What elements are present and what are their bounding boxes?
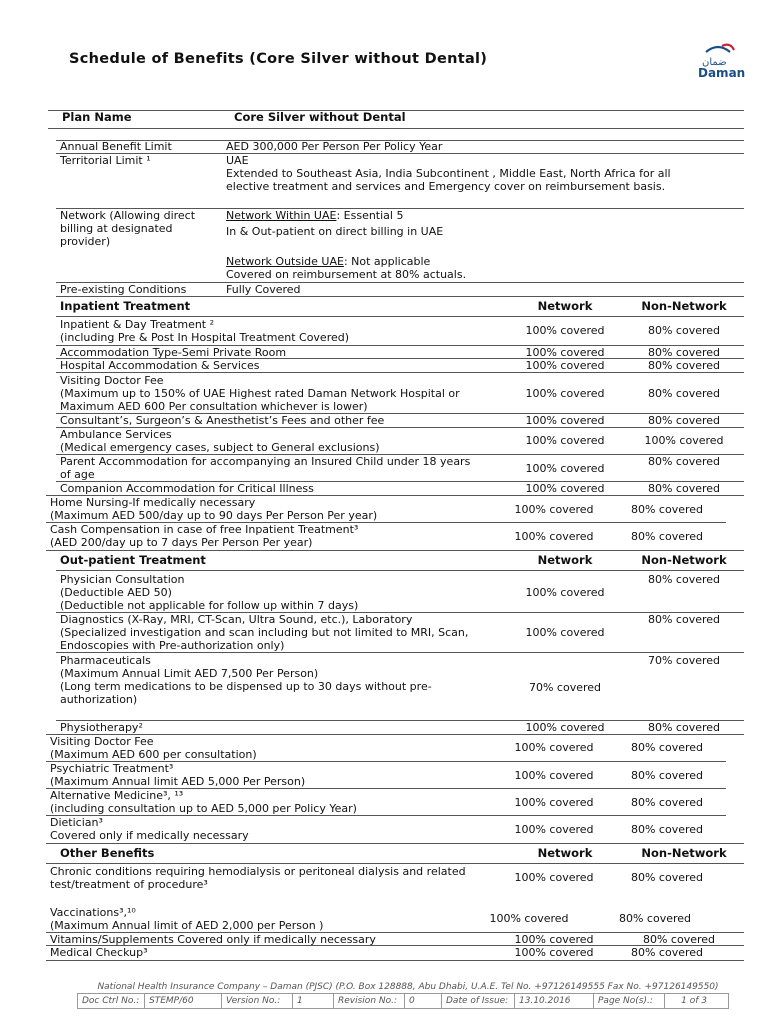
document-control-table — [77, 993, 729, 1009]
other-row-non-network: 80% covered — [630, 946, 704, 959]
other-row-label: Vaccinations³,¹⁰ (Maximum Annual limit of AED 2,000 per Person ) — [50, 906, 324, 932]
outpatient-row-non-network: 80% covered — [630, 796, 704, 809]
outpatient-row-network: 100% covered — [525, 586, 605, 599]
other-row-network: 100% covered — [514, 946, 594, 959]
network-within-label: Network Within UAE — [226, 209, 337, 222]
network-outside — [226, 255, 430, 268]
version-label: Version No.: — [222, 994, 293, 1008]
inpatient-row-non-network: 80% covered — [647, 346, 721, 359]
outpatient-row-network: 100% covered — [525, 626, 605, 639]
other-row-non-network: 80% covered — [642, 933, 716, 946]
doc-ctrl-value: STEMP/60 — [145, 994, 222, 1008]
pre-existing-label: Pre-existing Conditions — [60, 283, 187, 296]
inpatient-row-network: 100% covered — [525, 482, 605, 495]
other-row-non-network: 80% covered — [618, 912, 692, 925]
inpatient-row-network: 100% covered — [525, 387, 605, 400]
outpatient-row-label: Diagnostics (X-Ray, MRI, CT-Scan, Ultra Sound, etc.), Laboratory (Specialized investigation and scan including but not limited to MRI, Scan, Endoscopies with Pre-authorization only) — [60, 613, 469, 652]
network-outside-detail: Covered on reimbursement at 80% actuals. — [226, 268, 467, 281]
inpatient-row-label: Visiting Doctor Fee (Maximum up to 150% of UAE Highest rated Daman Network Hospital or Maximum AED 600 Per consultation whichever is lower) — [60, 374, 460, 413]
inpatient-row-non-network: 100% covered — [644, 434, 724, 447]
page-title: Schedule of Benefits (Core Silver without Dental) — [69, 51, 488, 67]
outpatient-row-label: Psychiatric Treatment³ (Maximum Annual limit AED 5,000 Per Person) — [50, 762, 306, 788]
page-no-label: Page No(s).: — [594, 994, 665, 1008]
inpatient-row-network: 100% covered — [525, 359, 605, 372]
inpatient-row-network: 100% covered — [514, 503, 594, 516]
inpatient-network-header: Network — [537, 299, 593, 313]
outpatient-row-non-network: 80% covered — [647, 721, 721, 734]
outpatient-row-network: 100% covered — [525, 721, 605, 734]
outpatient-row-non-network: 80% covered — [630, 823, 704, 836]
page-no-value: 1 of 3 — [681, 996, 707, 1006]
inpatient-row-label: Companion Accommodation for Critical Illness — [60, 482, 314, 495]
inpatient-row-non-network: 80% covered — [647, 324, 721, 337]
logo-arabic: ضمان — [702, 57, 727, 68]
outpatient-row-non-network: 70% covered — [647, 654, 721, 667]
inpatient-heading: Inpatient Treatment — [60, 299, 191, 313]
plan-name-value: Core Silver without Dental — [234, 110, 406, 124]
network-within-detail: In & Out-patient on direct billing in UAE — [226, 225, 444, 238]
territorial-limit-value: UAE Extended to Southeast Asia, India Subcontinent , Middle East, North Africa for all elective treatment and services and Emergency cover on reimbursement basis. — [226, 154, 671, 193]
revision-label: Revision No.: — [334, 994, 405, 1008]
inpatient-row-label: Parent Accommodation for accompanying an Insured Child under 18 years of age — [60, 455, 471, 481]
network-label: Network (Allowing direct billing at designated provider) — [60, 209, 196, 248]
version-value: 1 — [293, 994, 334, 1008]
plan-name-label: Plan Name — [62, 110, 132, 124]
inpatient-row-label: Ambulance Services (Medical emergency cases, subject to General exclusions) — [60, 428, 380, 454]
inpatient-row-network: 100% covered — [525, 462, 605, 475]
inpatient-row-non-network: 80% covered — [647, 455, 721, 468]
territorial-limit-label: Territorial Limit ¹ — [60, 154, 151, 167]
outpatient-row-label: Physiotherapy² — [60, 721, 143, 734]
issue-date-label: Date of Issue: — [442, 994, 515, 1008]
revision-value: 0 — [405, 994, 442, 1008]
issue-date-value: 13.10.2016 — [515, 994, 594, 1008]
network-outside-value: : Not applicable — [343, 255, 431, 268]
outpatient-row-label: Dietician³ Covered only if medically necessary — [50, 816, 249, 842]
inpatient-row-network: 100% covered — [525, 434, 605, 447]
outpatient-row-network: 100% covered — [514, 823, 594, 836]
outpatient-row-non-network: 80% covered — [647, 573, 721, 586]
inpatient-row-network: 100% covered — [514, 530, 594, 543]
inpatient-row-non-network: 80% covered — [630, 530, 704, 543]
outpatient-row-network: 70% covered — [528, 681, 602, 694]
annual-limit-value: AED 300,000 Per Person Per Policy Year — [226, 140, 443, 153]
inpatient-row-label: Cash Compensation in case of free Inpatient Treatment³ (AED 200/day up to 7 days Per Person Per year) — [50, 523, 359, 549]
inpatient-row-label: Home Nursing-If medically necessary (Maximum AED 500/day up to 90 days Per Person Per year) — [50, 496, 378, 522]
network-within — [226, 209, 403, 222]
outpatient-non-network-header: Non-Network — [641, 553, 727, 567]
outpatient-row-network: 100% covered — [514, 796, 594, 809]
outpatient-heading: Out-patient Treatment — [60, 553, 206, 567]
other-non-network-header: Non-Network — [641, 846, 727, 860]
logo-text: Daman — [698, 66, 746, 80]
outpatient-row-label: Visiting Doctor Fee (Maximum AED 600 per consultation) — [50, 735, 257, 761]
other-row-network: 100% covered — [489, 912, 569, 925]
other-row-label: Chronic conditions requiring hemodialysis or peritoneal dialysis and related test/treatment of procedure³ — [50, 865, 466, 891]
inpatient-row-label: Accommodation Type-Semi Private Room — [60, 346, 287, 359]
inpatient-row-non-network: 80% covered — [647, 387, 721, 400]
inpatient-row-non-network: 80% covered — [647, 414, 721, 427]
inpatient-row-label: Hospital Accommodation & Services — [60, 359, 260, 372]
annual-limit-label: Annual Benefit Limit — [60, 140, 172, 153]
inpatient-row-label: Inpatient & Day Treatment ² (including Pre & Post In Hospital Treatment Covered) — [60, 318, 350, 344]
other-row-network: 100% covered — [514, 871, 594, 884]
outpatient-row-non-network: 80% covered — [647, 613, 721, 626]
inpatient-row-label: Consultant’s, Surgeon’s & Anesthetist’s Fees and other fee — [60, 414, 385, 427]
inpatient-row-network: 100% covered — [525, 414, 605, 427]
other-row-label: Medical Checkup³ — [50, 946, 148, 959]
other-row-network: 100% covered — [514, 933, 594, 946]
inpatient-row-network: 100% covered — [525, 324, 605, 337]
network-outside-label: Network Outside UAE — [226, 255, 344, 268]
outpatient-row-non-network: 80% covered — [630, 741, 704, 754]
doc-ctrl-label: Doc Ctrl No.: — [78, 994, 145, 1008]
inpatient-non-network-header: Non-Network — [641, 299, 727, 313]
other-network-header: Network — [537, 846, 593, 860]
outpatient-row-non-network: 80% covered — [630, 769, 704, 782]
other-row-non-network: 80% covered — [630, 871, 704, 884]
other-row-label: Vitamins/Supplements Covered only if medically necessary — [50, 933, 376, 946]
inpatient-row-non-network: 80% covered — [647, 482, 721, 495]
inpatient-row-non-network: 80% covered — [630, 503, 704, 516]
outpatient-row-label: Physician Consultation (Deductible AED 50) (Deductible not applicable for follow up within 7 days) — [60, 573, 359, 612]
inpatient-row-network: 100% covered — [525, 346, 605, 359]
other-benefits-heading: Other Benefits — [60, 846, 155, 860]
outpatient-row-network: 100% covered — [514, 769, 594, 782]
outpatient-row-network: 100% covered — [514, 741, 594, 754]
network-within-value: : Essential 5 — [336, 209, 404, 222]
outpatient-row-label: Alternative Medicine³, ¹³ (including consultation up to AED 5,000 per Policy Year) — [50, 789, 357, 815]
outpatient-row-label: Pharmaceuticals (Maximum Annual Limit AED 7,500 Per Person) (Long term medications to be dispensed up to 30 days without pre- authorization) — [60, 654, 432, 706]
company-footer: National Health Insurance Company – Daman (PJSC) (P.O. Box 128888, Abu Dhabi, U.A.E. Tel No. +97126149555 Fax No. +97126149550) — [97, 982, 719, 992]
pre-existing-value: Fully Covered — [226, 283, 301, 296]
outpatient-network-header: Network — [537, 553, 593, 567]
inpatient-row-non-network: 80% covered — [647, 359, 721, 372]
